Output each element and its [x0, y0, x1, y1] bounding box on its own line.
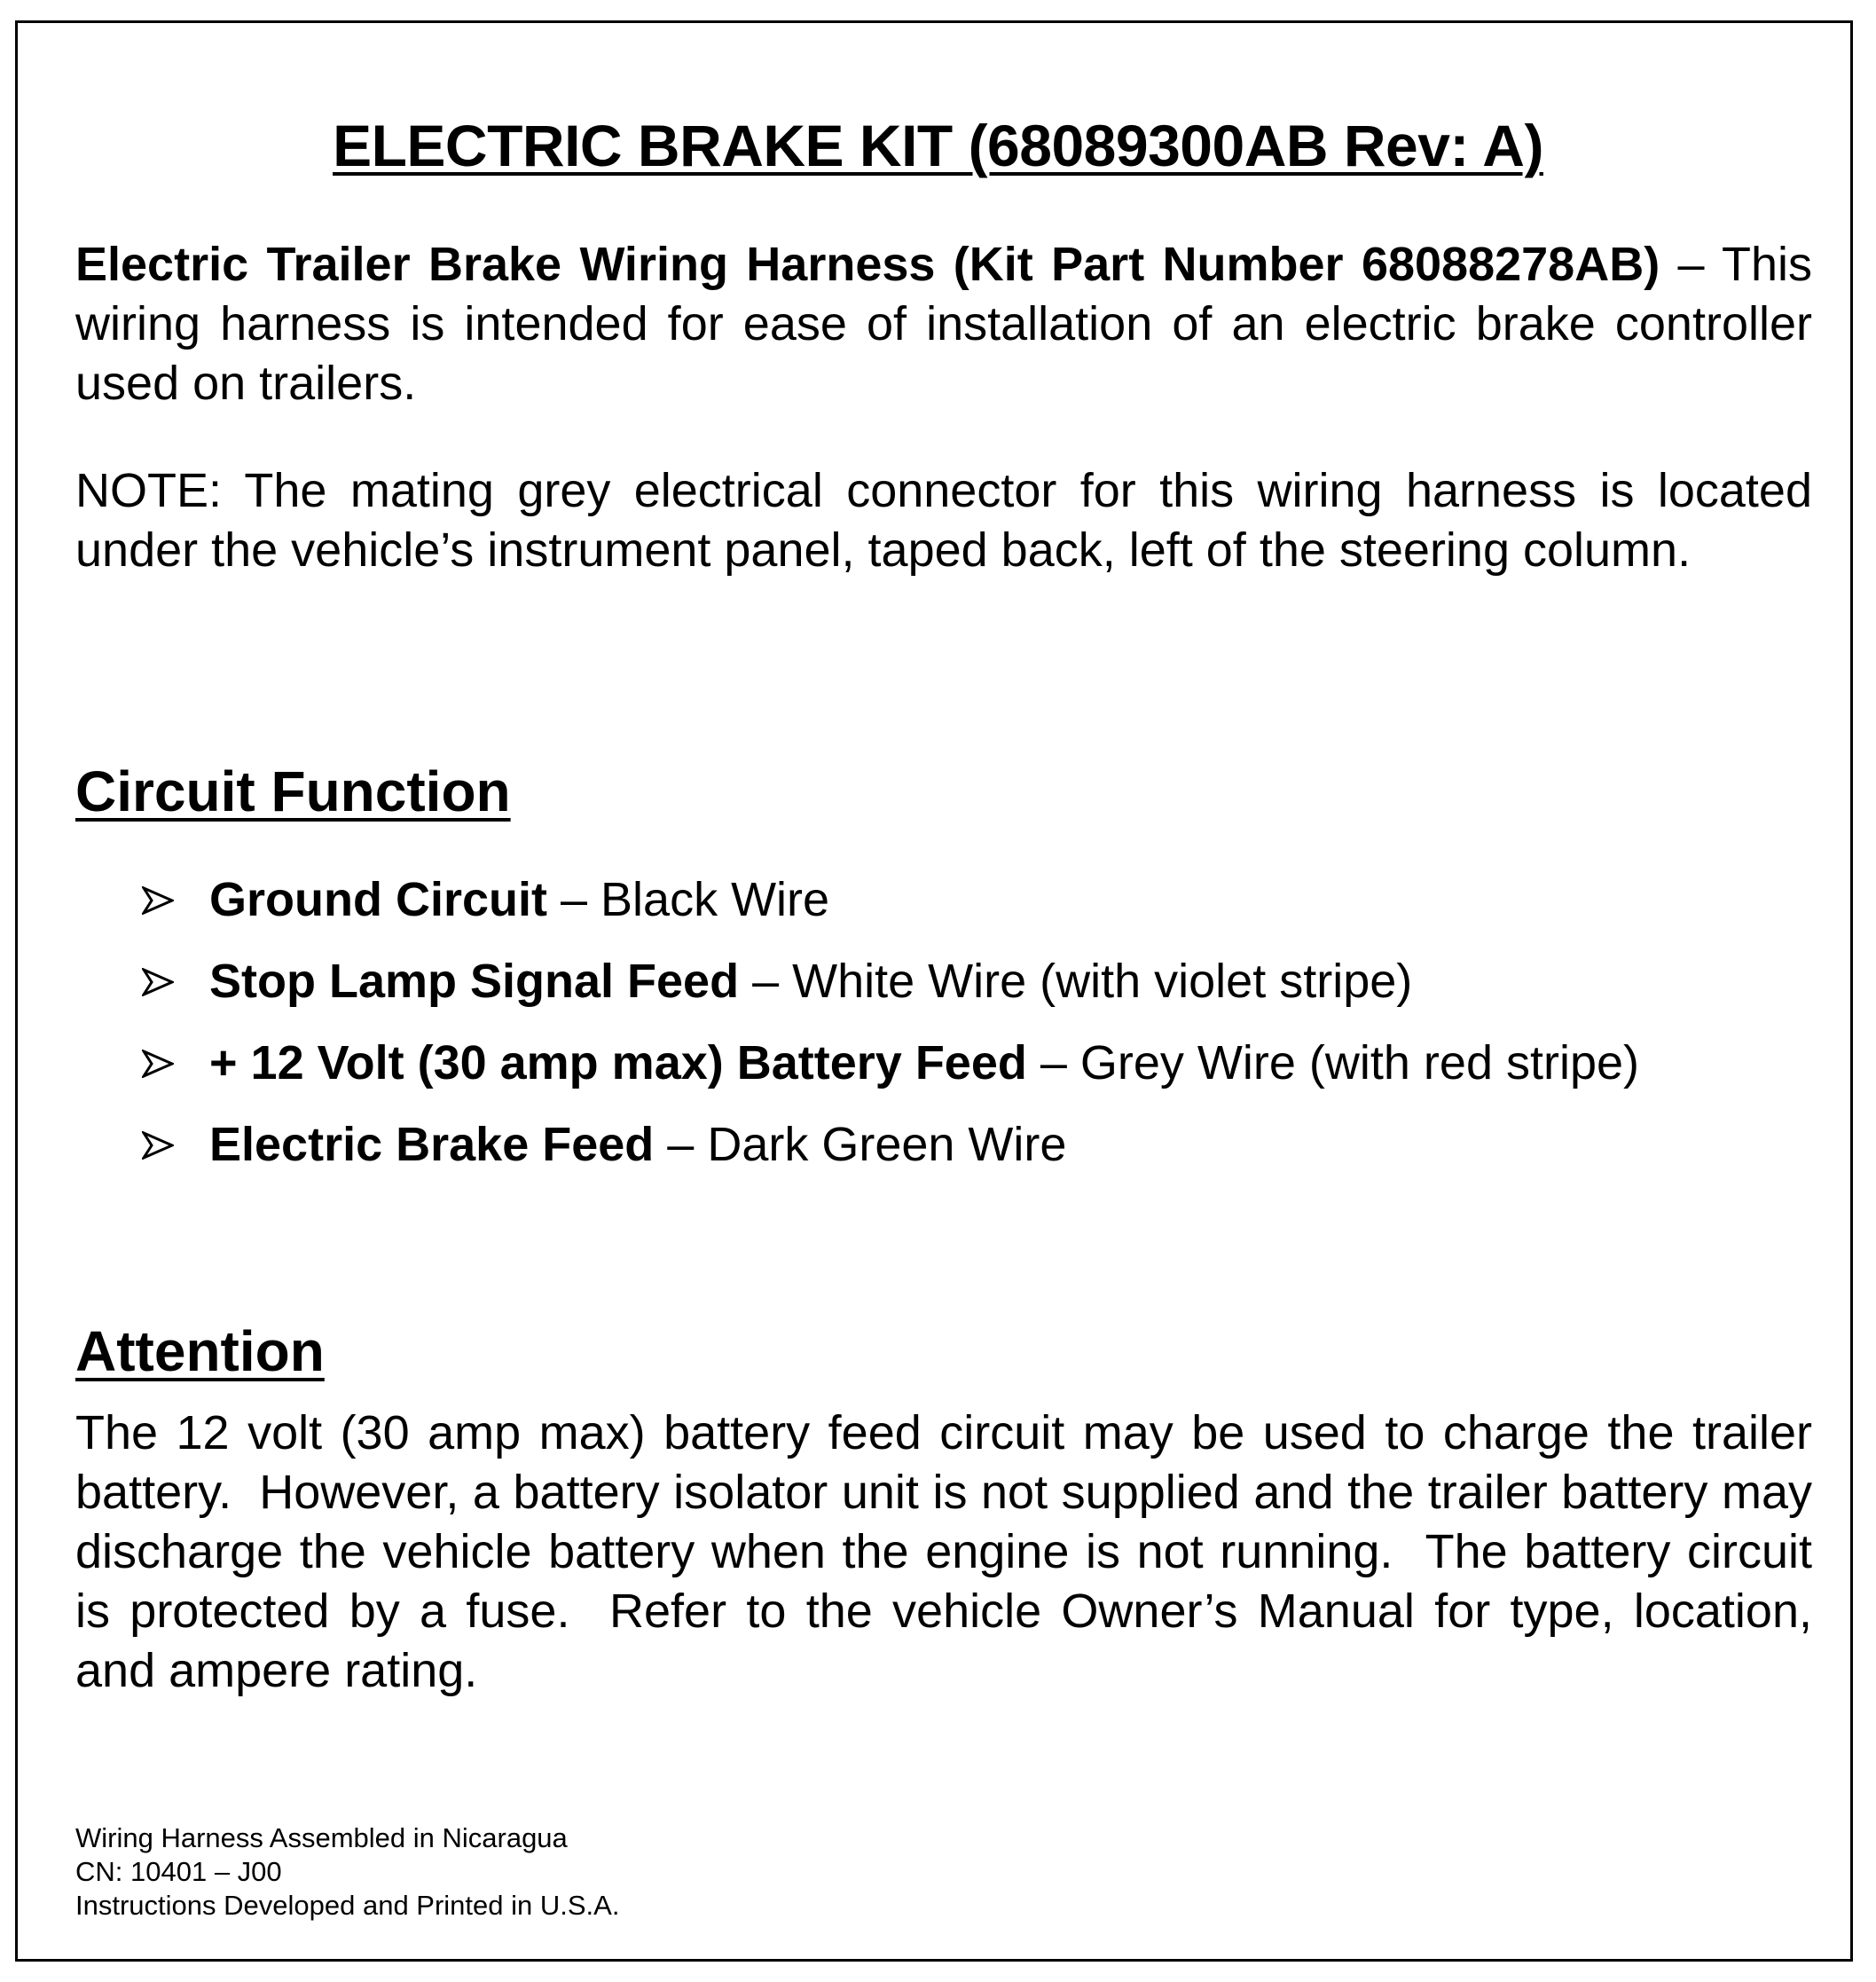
- circuit-name: Ground Circuit: [209, 873, 547, 926]
- document-title: [0, 110, 1876, 181]
- intro-lead: Electric Trailer Brake Wiring Harness (Kit Part Number 68088278AB): [75, 238, 1660, 291]
- circuit-wire: Grey Wire (with red stripe): [1079, 1036, 1640, 1089]
- footer: [75, 1821, 619, 1923]
- arrowhead-bullet-icon: [142, 968, 174, 996]
- attention-paragraph: The 12 volt (30 amp max) battery feed circuit may be used to charge the trailer battery. However, a battery isolator unit is not supplied and the trailer battery may discharge the vehicle battery when the engine is not running. The battery circuit is protected by a fuse. Refer to the vehicle Owner’s Manual for type, location, and ampere rating.: [75, 1406, 1826, 1697]
- circuit-dash: –: [654, 1118, 708, 1171]
- note-paragraph: NOTE: The mating grey electrical connector for this wiring harness is located under the vehicle’s instrument panel, taped back, left of the steering column.: [75, 464, 1812, 577]
- arrowhead-bullet-icon: [142, 886, 174, 915]
- circuit-name: + 12 Volt (30 amp max) Battery Feed: [209, 1036, 1027, 1089]
- arrowhead-bullet-icon: [142, 1050, 174, 1078]
- attention-heading-text: Attention: [75, 1319, 325, 1383]
- arrowhead-bullet-icon: [142, 1131, 174, 1160]
- circuit-function-heading: [75, 756, 511, 827]
- list-item: [142, 868, 1827, 949]
- circuit-function-list: [142, 868, 1827, 1194]
- circuit-function-heading-text: Circuit Function: [75, 759, 511, 823]
- circuit-wire: Black Wire: [600, 873, 830, 926]
- attention-heading: [75, 1316, 325, 1387]
- circuit-dash: –: [739, 955, 793, 1008]
- footer-line-assembly: Wiring Harness Assembled in Nicaragua: [75, 1822, 568, 1853]
- circuit-wire: Dark Green Wire: [707, 1118, 1067, 1171]
- list-item: [142, 1031, 1827, 1113]
- circuit-dash: –: [546, 873, 601, 926]
- circuit-name: Electric Brake Feed: [209, 1118, 655, 1171]
- list-item: [142, 949, 1827, 1031]
- document-title-text: ELECTRIC BRAKE KIT (68089300AB Rev: A): [333, 113, 1543, 178]
- circuit-dash: –: [1026, 1036, 1080, 1089]
- footer-line-printed: Instructions Developed and Printed in U.S.A.: [75, 1890, 620, 1921]
- circuit-wire: White Wire (with violet stripe): [792, 955, 1413, 1008]
- footer-line-cn: CN: 10401 – J00: [75, 1856, 282, 1887]
- intro-dash: –: [1660, 238, 1722, 291]
- circuit-name: Stop Lamp Signal Feed: [209, 955, 740, 1008]
- list-item: [142, 1113, 1827, 1194]
- intro-text: This wiring harness is intended for ease of installation of an electric brake controller used on trailers.: [75, 238, 1812, 410]
- intro-paragraph: [75, 235, 1812, 413]
